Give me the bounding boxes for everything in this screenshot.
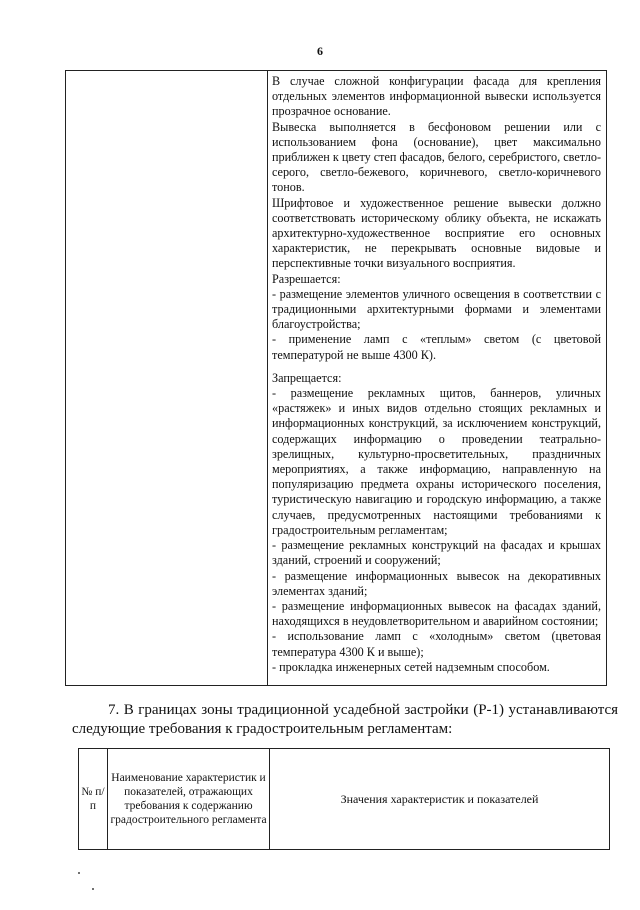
scan-speck: [92, 888, 94, 890]
column-name-label: Наименование характеристик и показателей, отражающих требования к содержанию градостроительного регламента: [110, 772, 267, 826]
regulations-table-header: [78, 748, 610, 850]
paragraph-font-design: Шрифтовое и художественное решение вывески должно соответствовать историческому облику объекта, не искажать архитектурно-художественное восприятие его основных характеристик, не перекрывать основные видовые и перспективные точки визуального восприятия.: [272, 195, 601, 271]
column-number: [79, 749, 107, 849]
allowed-heading: Разрешается:: [272, 271, 341, 286]
forbidden-item-facade-ads: - размещение рекламных конструкций на фасадах и крышах зданий, строений и сооружений;: [272, 538, 601, 568]
column-values-label: Значения характеристик и показателей: [340, 792, 539, 806]
section-heading: [72, 701, 618, 739]
forbidden-item-cold-lamps: - использование ламп с «холодным» светом (цветовая температура 4300 К и выше);: [272, 629, 601, 659]
forbidden-item-decorative-signs: - размещение информационных вывесок на декоративных элементах зданий;: [272, 568, 601, 598]
page-number: 6: [317, 44, 323, 58]
table-cell-right: [272, 74, 601, 675]
column-values: [270, 749, 609, 849]
paragraph-sign-background: Вывеска выполняется в бесфоновом решении или с использованием фона (основание), цвет максимально приближен к цвету степ фасадов, белого, серебристого, светло-серого, светло-бежевого, коричневого, светло-коричневого тонов.: [272, 119, 602, 195]
column-name: [108, 749, 269, 849]
column-number-label: № п/п: [81, 786, 105, 812]
forbidden-heading: Запрещается:: [272, 370, 342, 385]
allowed-item-lighting: - размещение элементов уличного освещения в соответствии с традиционными архитектурными формами и элементами благоустройства;: [272, 286, 601, 332]
forbidden-item-billboards: - размещение рекламных щитов, баннеров, уличных «растяжек» и иных видов отдельно стоящих рекламных и информационных конструкций, за исключением конструкций, содержащих информацию о проведении театрально-зрелищных, культурно-просветительных, праздничных мероприятиях, а также информацию, направленную на популяризацию предмета охраны исторического поселения, туристическую навигацию и городскую информацию, а также случаев, предусмотренных настоящими требованиями к градостроительным регламентам;: [272, 386, 601, 537]
section-heading-text: 7. В границах зоны традиционной усадебной застройки (Р-1) устанавливаются следующие требования к градостроительным регламентам:: [72, 702, 618, 737]
forbidden-item-damaged-facades: - размещение информационных вывесок на фасадах зданий, находящихся в неудовлетворительном и аварийном состоянии;: [272, 598, 601, 629]
scan-speck: [78, 872, 80, 874]
allowed-item-warm-lamps: - применение ламп с «теплым» светом (с цветовой температурой не выше 4300 К).: [272, 332, 601, 362]
requirements-table-continued: [65, 70, 607, 686]
table-column-divider: [267, 71, 268, 685]
table-cell-left-empty: [66, 71, 267, 685]
forbidden-item-overhead-networks: - прокладка инженерных сетей надземным способом.: [272, 659, 550, 674]
paragraph-transparent-base: В случае сложной конфигурации фасада для крепления отдельных элементов информационной вывески используется прозрачное основание.: [272, 74, 601, 119]
